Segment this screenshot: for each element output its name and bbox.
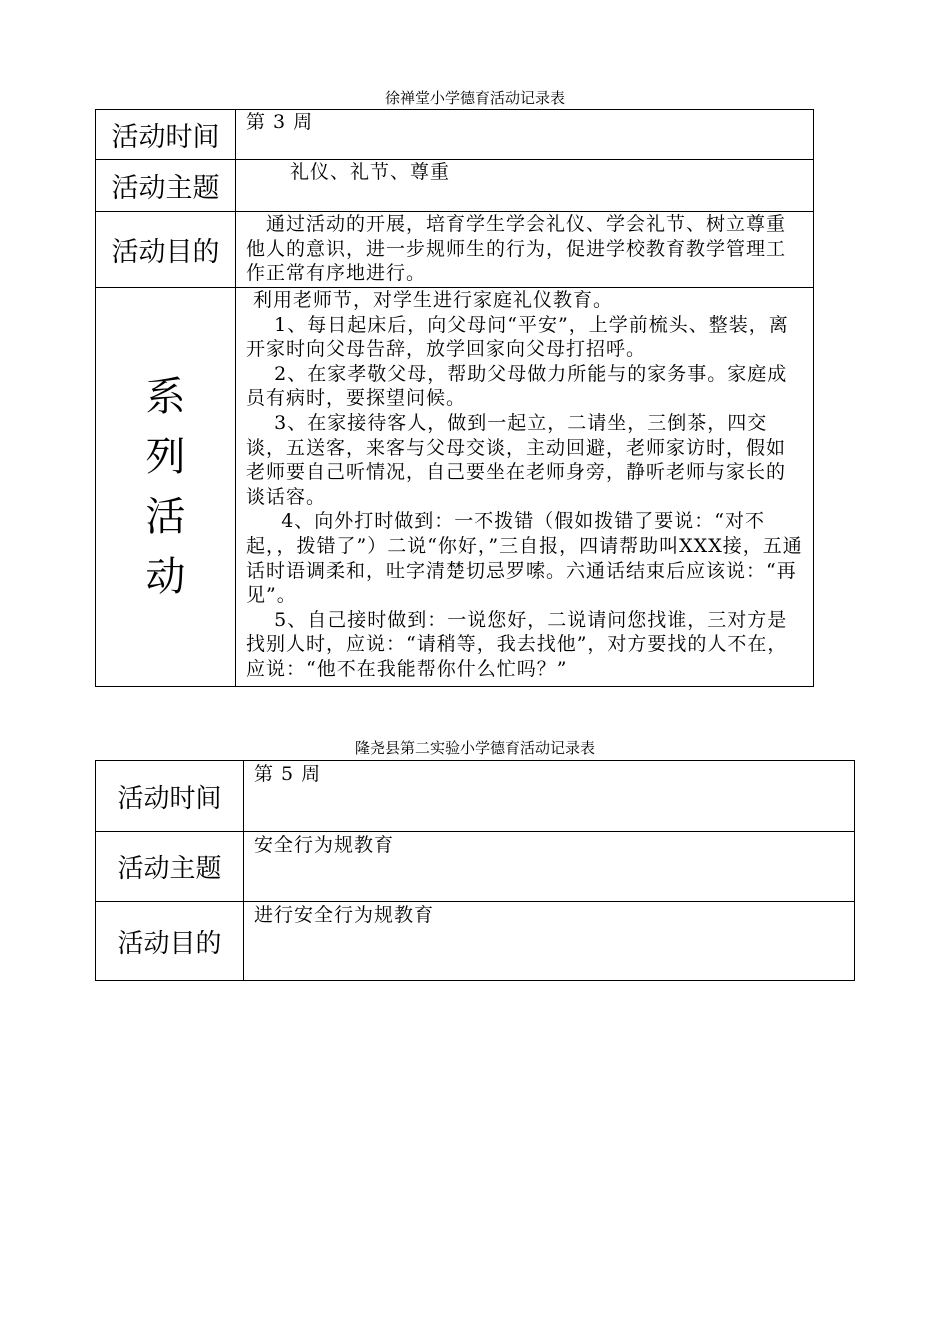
series-label [96, 288, 236, 687]
purpose-label: 活动目的 [96, 212, 236, 288]
series-paragraph: 利用老师节，对学生进行家庭礼仪教育。 [246, 289, 614, 311]
row-purpose [96, 902, 855, 981]
series-label-char: 活 [145, 494, 186, 540]
theme-label: 活动主题 [96, 160, 236, 212]
series-paragraph: 3、在家接待客人，做到一起立，二请坐，三倒茶，四交谈，五送客，来客与父母交谈，主动回避，老师家访时，假如老师要自己听情况，自己要坐在老师身旁，静听老师与家长的谈话容。 [246, 411, 787, 508]
table2-title: 隆尧县第二实验小学德育活动记录表 [354, 739, 595, 757]
row-time [96, 761, 855, 832]
row-time [96, 110, 814, 160]
theme-value: 安全行为规教育 [244, 832, 855, 902]
purpose-label: 活动目的 [96, 902, 244, 981]
time-label: 活动时间 [96, 761, 244, 832]
record-table-1 [95, 109, 814, 687]
time-label: 活动时间 [96, 110, 236, 160]
purpose-value: 通过活动的开展，培育学生学会礼仪、学会礼节、树立尊重他人的意识，进一步规师生的行为，促进学校教育教学管理工作正常有序地进行。 [236, 212, 814, 288]
time-value: 第 5 周 [244, 761, 855, 832]
series-paragraph: 1、每日起床后，向父母问“平安”，上学前梳头、整装，离开家时向父母告辞，放学回家向父母打招呼。 [246, 313, 789, 361]
series-label-char: 系 [145, 374, 186, 420]
series-paragraph: 2、在家孝敬父母，帮助父母做力所能与的家务事。家庭成员有病时，要探望问候。 [246, 362, 788, 410]
row-theme [96, 160, 814, 212]
theme-label: 活动主题 [96, 832, 244, 902]
series-label-char: 动 [145, 554, 186, 600]
theme-value-text: 礼仪、礼节、尊重 [290, 161, 451, 183]
series-label-char: 列 [145, 434, 186, 480]
row-purpose [96, 212, 814, 288]
table1-title: 徐禅堂小学德育活动记录表 [384, 89, 565, 107]
time-value [236, 110, 814, 160]
series-paragraph: 5、自己接时做到：一说您好，二说请问您找谁，三对方是找别人时，应说：“请稍等，我去找他”，对方要找的人不在，应说：“他不在我能帮你什么忙吗？” [246, 608, 788, 680]
row-theme [96, 832, 855, 902]
time-value-text: 第 3 周 [246, 111, 314, 133]
theme-value [236, 160, 814, 212]
row-series [96, 288, 814, 687]
record-table-2 [95, 760, 855, 981]
series-content [236, 288, 814, 687]
series-paragraph: 4、向外打时做到：一不拨错（假如拨错了要说：“对不起，，拨错了”）二说“你好，”三自报，四请帮助叫XXX接，五通话时语调柔和，吐字清楚切忌罗嗦。六通话结束后应该说：“再见”。 [246, 510, 803, 607]
purpose-value: 进行安全行为规教育 [244, 902, 855, 981]
